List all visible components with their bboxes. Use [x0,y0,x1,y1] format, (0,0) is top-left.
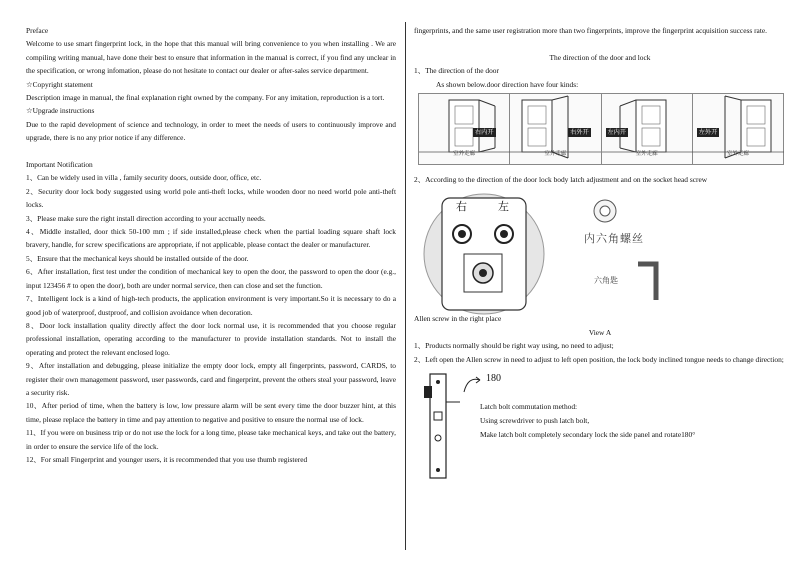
allen-key-label: 六角匙 [594,276,618,286]
door-tag: 左内开 [607,129,627,137]
door-direction-diagram [418,93,784,165]
notice-item: 8、Door lock installation quality directly affect the door lock normal use, it is recommended that you choose regular professional installation, operating according to the manufacturer to provide installation standards. Not to install the operating and protect the relevant enclosed logo. [26,320,396,357]
notice-item: 7、Intelligent lock is a kind of high-tech products, the application environment is very important.So it is necessary to do a good job of waterproof, dustproof, and collision avoidance when decoration. [26,294,396,317]
step1-title: 1、The direction of the door [414,66,499,76]
notice-item: 3、Please make sure the right install direction according to your acctually needs. [26,213,266,223]
door-tag: 左外开 [698,129,718,137]
continuation-text: fingerprints, and the same user registration more than two fingerprints, improve the fingerprint acquisition success rate. [414,26,768,35]
door-caption: 室外走廊 [544,150,567,157]
allen-key-icon [634,258,664,304]
door-tag: 右内开 [475,129,494,137]
step2-title: 2、According to the direction of the door lock body latch adjustment and on the socket head screw [414,175,708,185]
notice-item: 6、After installation, first test under the condition of mechanical key to open the door, the password to open the door (e.g., input 123456 # to open the door), both are under normal service, then can close and set the function. [26,267,396,290]
right-column [414,0,786,568]
door-right-outward [510,94,601,164]
allen-caption: Allen screw in the right place [414,314,502,324]
latch-step-1: Using screwdriver to push latch bolt, [480,416,590,426]
left-column [26,0,396,568]
latch-step-2: Make latch bolt completely secondary lock the side panel and rotate180° [480,430,696,440]
door-caption: 室外走廊 [635,150,658,157]
door-left-inward [602,94,693,164]
door-caption: 室外走廊 [726,150,749,157]
latch-title: Latch bolt commutation method: [480,402,578,412]
allen-screw-label: 内六角螺丝 [584,232,644,246]
copyright-body: Description image in manual, the final explanation right owned by the company. For any imitation, reproduction is a tort. [26,93,385,103]
door-caption: 室外走廊 [453,150,476,157]
upgrade-body: Due to the rapid development of science and technology, in order to meet the needs of users to continuously improve and upgrade, there is no any prior notice if any difference. [26,119,396,143]
upgrade-title: ☆Upgrade instructions [26,106,95,116]
notice-item: 11、If you were on business trip or do not use the lock for a long time, please take mechanical keys, and take out the battery, in order to ensure the service life of the lock. [26,428,396,451]
latch-bolt-diagram [414,366,786,486]
view-a-label: View A [588,327,612,337]
notice-item: 1、Can be widely used in villa , family security doors, outside door, office, etc. [26,173,262,183]
preface-body: Welcome to use smart fingerprint lock, in the hope that this manual will bring convenience to you when installing . We are compiling writing manual, have done their best to ensure that information in the manual is correct, if you find any unclear in the specification, or wrong infomation, please do not hesitate to contact our dealer or after-sales service department. [26,39,396,76]
step1-subtitle: As shown below.door direction have four kinds: [436,79,579,89]
column-divider [405,22,406,550]
allen-screw-diagram [414,190,786,308]
allen-screw-icon [590,196,620,226]
notice-item: 12、For small Fingerprint and younger users, it is recommended that you use thumb registered [26,454,308,464]
note-1: 1、Products normally should be right way using, no need to adjust; [414,341,614,351]
door-left-outward [693,94,783,164]
notice-item: 2、Security door lock body suggested using world pole anti-theft locks, while wooden door no need world pole anti-theft locks. [26,186,396,210]
lock-right-label: 右 [456,200,467,214]
copyright-title: ☆Copyright statement [26,79,93,89]
door-tag: 右外开 [570,129,589,137]
note-2: 2、Left open the Allen screw in need to adjust to left open position, the lock body inclined tongue needs to change direction; [414,354,784,364]
lock-face-icon [414,192,554,332]
notice-item: 10、After period of time, when the battery is low, low pressure alarm will be sent every time the door buzzer hint, at this time, please replace the battery in time and pay attention to negative and positive to ensure the normal use of lock. [26,401,396,424]
notification-title: Important Notification [26,160,93,170]
door-right-inward [419,94,510,164]
notice-item: 5、Ensure that the mechanical keys should be installed outside of the door. [26,253,249,263]
lock-left-label: 左 [498,200,509,214]
preface-title: Preface [26,26,49,35]
section-title: The direction of the door and lock [549,52,651,62]
rotate-label: 180 [486,373,501,385]
notice-item: 4、Middle installed, door thick 50-100 mm ; if side installed,please check when the partial loading square shaft lock bravery, handle, for screw specifications are appropriate, if not applicable, please contact the dealer or manufacturer. [26,227,396,250]
notice-item: 9、After installation and debugging, please initialize the empty door lock, empty all fingerprints, password, CARDS, to register their own management password, user passwords, card and fingerprint, prevent the others steal your password, leave a security risk. [26,361,396,397]
